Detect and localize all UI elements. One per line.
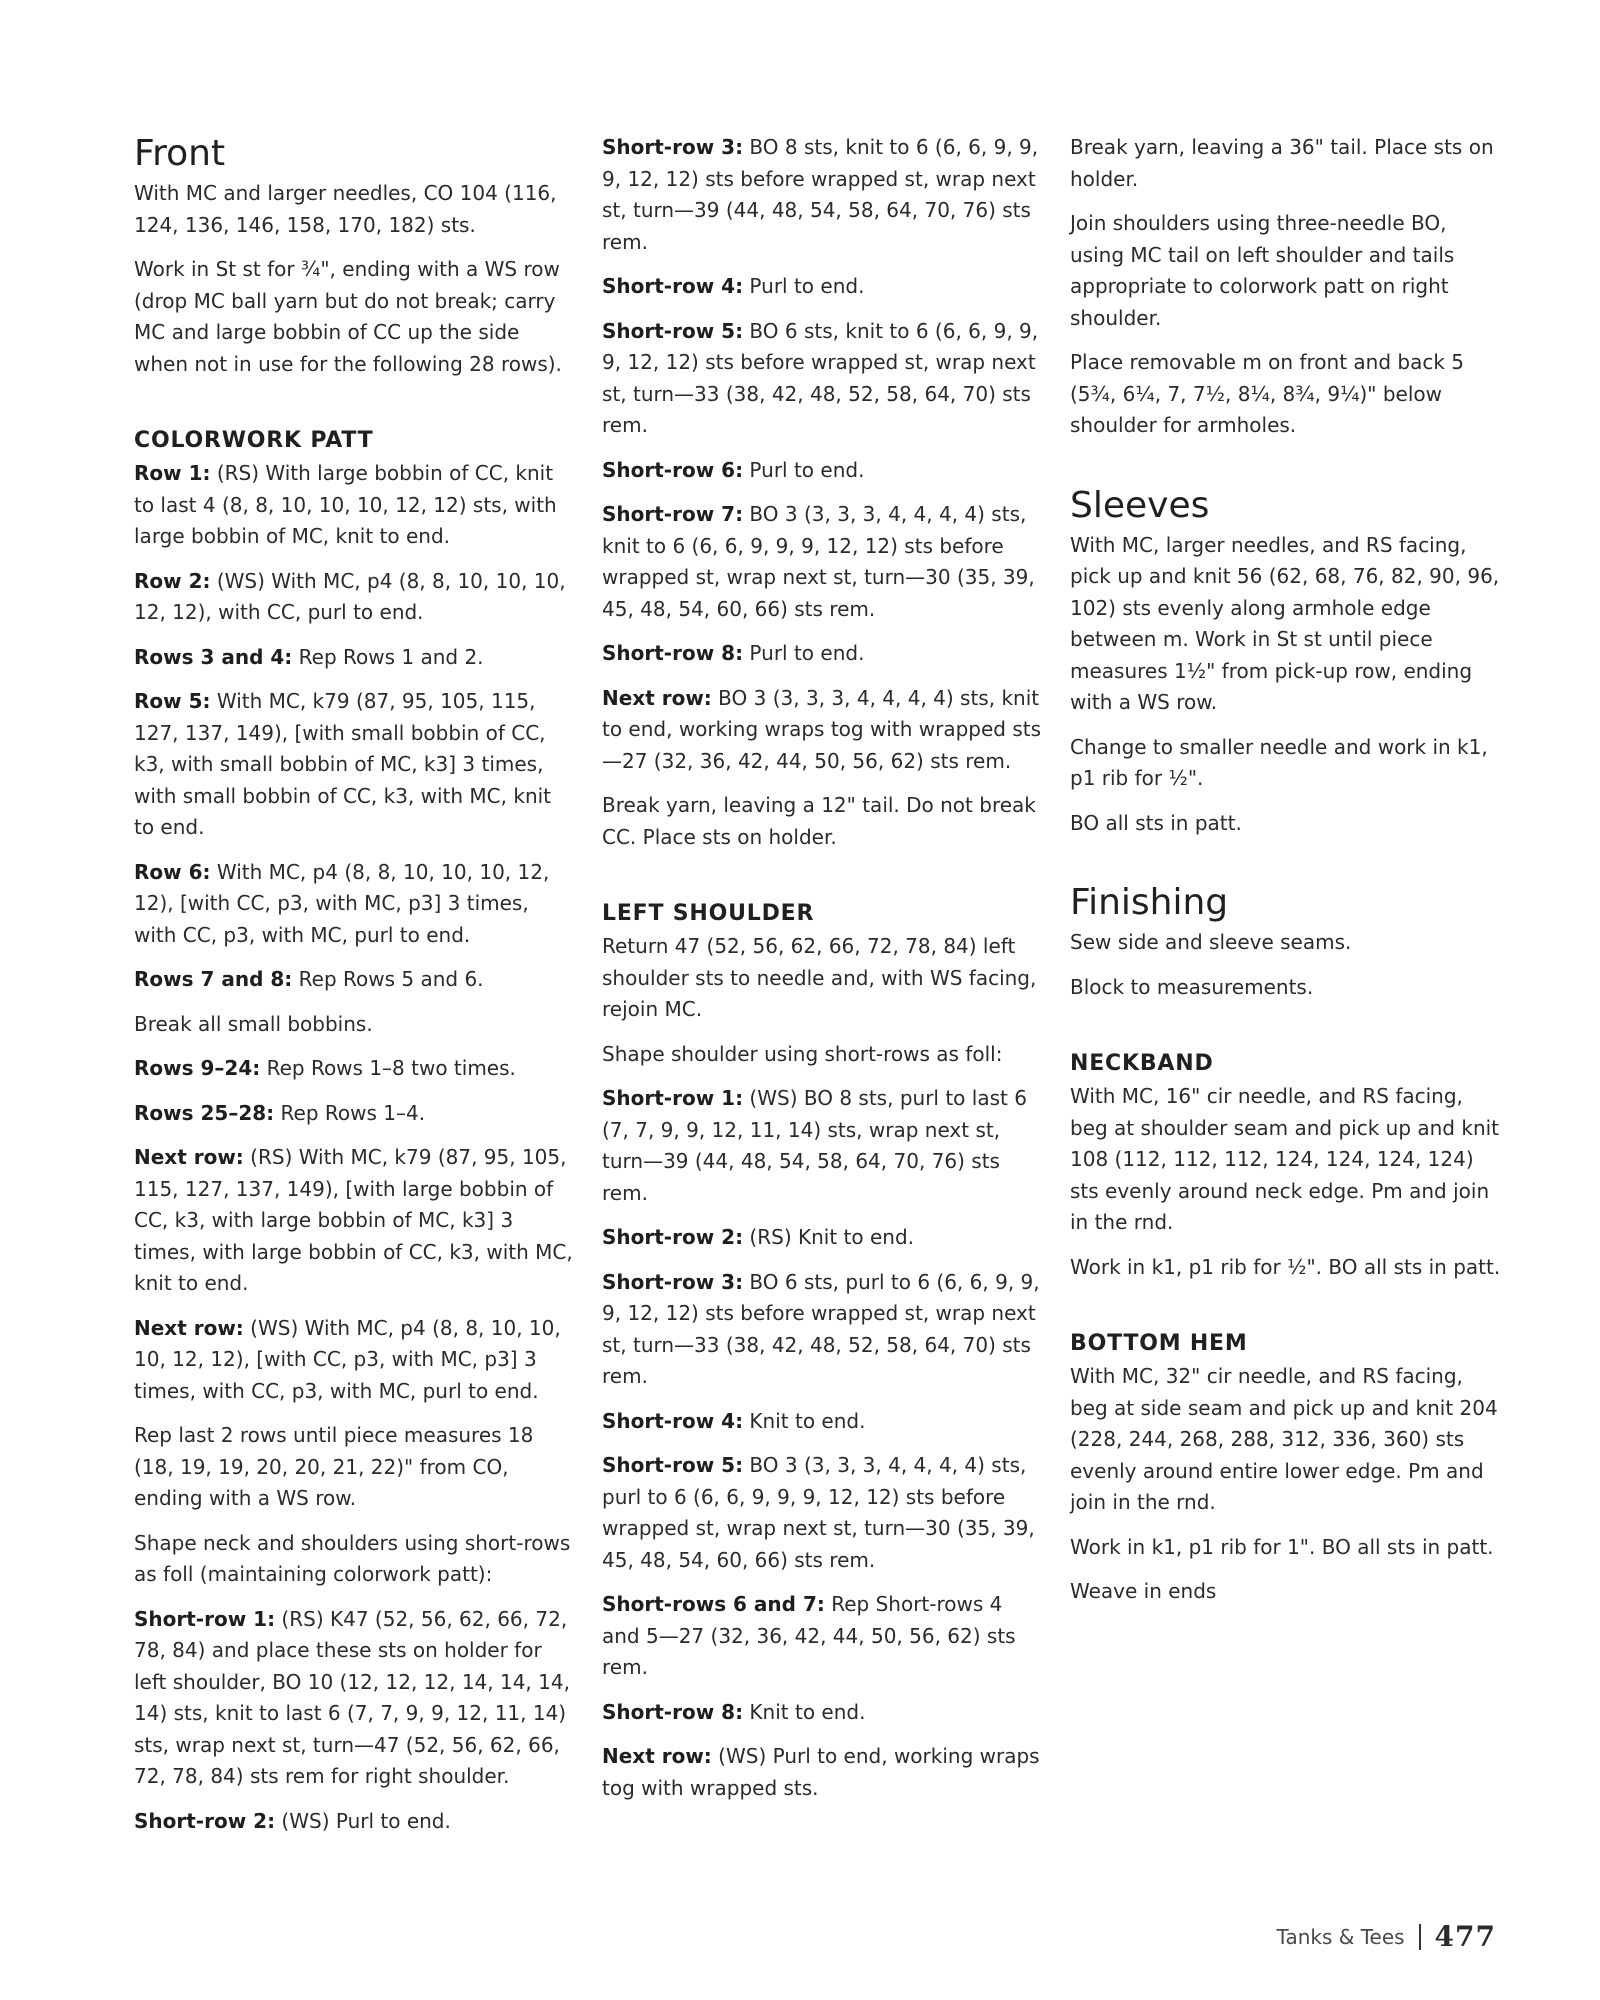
row-text: (WS) Purl to end, working wraps tog with wrapped sts. [602,1744,1040,1800]
column-2 [602,132,1042,1817]
row-label: Next row: [134,1315,244,1340]
row-text: (RS) With MC, k79 (87, 95, 105, 115, 127, 137, 149), [with large bobbin of CC, k3, with large bobbin of MC, k3] 3 times, with large bobbin of CC, k3, with MC, knit to end. [134,1145,573,1295]
instruction-short-row-2 [602,1222,1042,1254]
instruction-short-row-3 [602,1267,1042,1393]
row-text: (WS) With MC, p4 (8, 8, 10, 10, 10, 12, 12), with CC, purl to end. [134,568,566,624]
row-text: BO 3 (3, 3, 3, 4, 4, 4, 4) sts, purl to 6 (6, 6, 9, 9, 9, 12, 12) sts before wrapped st, wrap next st, turn—30 (35, 39, 45, 48, 54, 60, 66) sts rem. [602,1453,1035,1572]
row-label: Short-row 7: [602,502,744,526]
subsection-title-neckband: NECKBAND [1070,1051,1214,1076]
paragraph: Sew side and sleeve seams. [1070,930,1352,954]
row-label: Short-row 6: [602,457,744,482]
row-text: Rep Rows 1–8 two times. [260,1056,516,1080]
row-text: BO 6 sts, purl to 6 (6, 6, 9, 9, 9, 12, 12) sts before wrapped st, wrap next st, turn—33 (38, 42, 48, 52, 58, 64, 70) sts rem. [602,1269,1040,1388]
instruction-next-row-rs [134,1142,574,1300]
row-label: Row 6: [134,859,211,884]
instruction-short-row-5 [602,316,1042,442]
instruction-short-row-5 [602,1450,1042,1576]
subsection-title-bottom-hem: BOTTOM HEM [1070,1331,1248,1356]
row-text: BO 3 (3, 3, 3, 4, 4, 4, 4) sts, knit to 6 (6, 6, 9, 9, 9, 12, 12) sts before wrapped st, wrap next st, turn—30 (35, 39, 45, 48, 54, 60, 66) sts rem. [602,502,1035,621]
paragraph: With MC, 32" cir needle, and RS facing, beg at side seam and pick up and knit 204 (228, 244, 268, 288, 312, 336, 360) sts evenly around entire lower edge. Pm and join in the rnd. [1070,1364,1498,1514]
paragraph: BO all sts in patt. [1070,810,1242,835]
paragraph: Rep last 2 rows until piece measures 18 (18, 19, 19, 20, 20, 21, 22)" from CO, ending with a WS row. [134,1423,534,1510]
page-number: 477 [1434,1920,1496,1953]
paragraph: Work in k1, p1 rib for ½". BO all sts in patt. [1070,1254,1501,1279]
paragraph: Join shoulders using three-needle BO, using MC tail on left shoulder and tails appropriate to colorwork patt on right shoulder. [1070,211,1455,330]
row-label: Row 2: [134,568,211,593]
paragraph: Break yarn, leaving a 12" tail. Do not break CC. Place sts on holder. [602,793,1036,849]
paragraph: Weave in ends [1070,1579,1217,1603]
section-title-finishing: Finishing [1070,882,1229,923]
row-text: BO 8 sts, knit to 6 (6, 6, 9, 9, 9, 12, 12) sts before wrapped st, wrap next st, turn—39 (44, 48, 54, 58, 64, 70, 76) sts rem. [602,135,1039,254]
row-text: Knit to end. [743,1408,866,1433]
row-label: Short-row 2: [134,1808,276,1833]
row-label: Rows 7 and 8: [134,967,293,991]
row-label: Short-row 5: [602,318,744,343]
instruction-short-row-8 [602,1697,1042,1729]
row-label: Next row: [602,1744,712,1768]
row-text: (WS) BO 8 sts, purl to last 6 (7, 7, 9, 9, 12, 11, 14) sts, wrap next st, turn—39 (44, 48, 54, 58, 64, 70, 76) sts rem. [602,1086,1027,1205]
row-text: (RS) Knit to end. [743,1225,915,1249]
instruction-rows-3-4 [134,642,574,674]
subsection-title-colorwork-patt: COLORWORK PATT [134,428,374,453]
row-label: Next row: [602,685,712,710]
paragraph: Shape shoulder using short-rows as foll: [602,1041,1003,1066]
footer-divider [1419,1924,1421,1950]
row-label: Short-row 4: [602,274,744,298]
paragraph: Shape neck and shoulders using short-rows as foll (maintaining colorwork patt): [134,1530,571,1586]
instruction-rows-9-24 [134,1053,574,1085]
instruction-short-row-4 [602,1406,1042,1438]
instruction-next-row-ws [134,1313,574,1408]
row-label: Short-row 2: [602,1225,744,1249]
instruction-short-row-8 [602,638,1042,670]
instruction-short-row-6 [602,455,1042,487]
instruction-short-rows-6-7 [602,1589,1042,1684]
instruction-short-row-1 [602,1083,1042,1209]
row-text: Purl to end. [743,641,865,665]
instruction-next-row [602,1741,1042,1804]
row-text: (WS) Purl to end. [275,1808,451,1833]
instruction-rows-25-28 [134,1098,574,1130]
paragraph: With MC and larger needles, CO 104 (116, 124, 136, 146, 158, 170, 182) sts. [134,181,557,237]
paragraph: With MC, 16" cir needle, and RS facing, beg at shoulder seam and pick up and knit 108 (112, 112, 112, 124, 124, 124, 124) sts evenly around neck edge. Pm and join in the rnd. [1070,1084,1500,1234]
row-label: Short-row 8: [602,1699,744,1724]
instruction-short-row-7 [602,499,1042,625]
row-text: With MC, p4 (8, 8, 10, 10, 10, 12, 12), [with CC, p3, with MC, p3] 3 times, with CC, p3, with MC, purl to end. [134,859,550,947]
row-text: Purl to end. [743,457,865,482]
row-label: Rows 3 and 4: [134,644,293,669]
row-text: (WS) With MC, p4 (8, 8, 10, 10, 10, 12, 12), [with CC, p3, with MC, p3] 3 times, with CC, p3, with MC, purl to end. [134,1315,561,1403]
instruction-next-row [602,683,1042,778]
instruction-short-row-1 [134,1604,574,1793]
row-label: Rows 25–28: [134,1100,275,1125]
column-1 [134,132,574,1850]
instruction-rows-7-8 [134,964,574,996]
row-text: BO 3 (3, 3, 3, 4, 4, 4, 4) sts, knit to end, working wraps tog with wrapped sts—27 (32, 36, 42, 44, 50, 56, 62) sts rem. [602,685,1042,773]
row-text: (RS) With large bobbin of CC, knit to last 4 (8, 8, 10, 10, 10, 12, 12) sts, with large bobbin of MC, knit to end. [134,461,557,548]
row-text: Purl to end. [743,274,865,298]
row-text: (RS) K47 (52, 56, 62, 66, 72, 78, 84) and place these sts on holder for left shoulder, BO 10 (12, 12, 12, 14, 14, 14, 14) sts, knit to last 6 (7, 7, 9, 9, 12, 11, 14) sts, wrap next st, turn—47 (52, 56, 62, 66, 72, 78, 84) sts rem for right shoulder. [134,1606,570,1788]
paragraph: Return 47 (52, 56, 62, 66, 72, 78, 84) left shoulder sts to needle and, with WS facing, rejoin MC. [602,934,1037,1021]
row-label: Row 1: [134,461,211,485]
paragraph: With MC, larger needles, and RS facing, pick up and knit 56 (62, 68, 76, 82, 90, 96, 102) sts evenly along armhole edge between m. Work in St st until piece measures 1½" from pick-up row, ending with a WS row. [1070,532,1500,714]
paragraph: Change to smaller needle and work in k1, p1 rib for ½". [1070,734,1488,790]
row-text: BO 6 sts, knit to 6 (6, 6, 9, 9, 9, 12, 12) sts before wrapped st, wrap next st, turn—33 (38, 42, 48, 52, 58, 64, 70) sts rem. [602,318,1039,437]
row-label: Rows 9–24: [134,1056,261,1080]
subsection-title-left-shoulder: LEFT SHOULDER [602,901,815,926]
row-text: Rep Short-rows 4 and 5—27 (32, 36, 42, 44, 50, 56, 62) sts rem. [602,1592,1016,1679]
row-text: With MC, k79 (87, 95, 105, 115, 127, 137, 149), [with small bobbin of CC, k3, with small bobbin of MC, k3] 3 times, with small bobbin of CC, k3, with MC, knit to end. [134,689,552,839]
row-label: Short-row 4: [602,1408,744,1433]
instruction-row-6 [134,857,574,952]
instruction-short-row-3 [602,132,1042,258]
row-label: Short-row 3: [602,1269,744,1294]
row-text: Knit to end. [743,1699,866,1724]
paragraph: Break all small bobbins. [134,1011,373,1036]
instruction-short-row-2 [134,1806,574,1838]
section-title-front: Front [134,133,226,174]
row-text: Rep Rows 1–4. [274,1100,426,1125]
footer-section-name: Tanks & Tees [1276,1924,1405,1949]
row-label: Short-row 8: [602,641,744,665]
row-label: Short-row 1: [602,1086,744,1110]
row-label: Next row: [134,1145,244,1169]
row-label: Row 5: [134,689,211,713]
instruction-row-5 [134,686,574,844]
page-footer [1277,1920,1496,1953]
section-title-sleeves: Sleeves [1070,484,1210,526]
instruction-row-2 [134,566,574,629]
column-3 [1070,132,1506,1621]
instruction-short-row-4 [602,271,1042,303]
row-text: Rep Rows 5 and 6. [292,967,484,991]
paragraph: Work in St st for ¾", ending with a WS row (drop MC ball yarn but do not break; carry MC and large bobbin of CC up the side when not in use for the following 28 rows). [134,257,562,376]
paragraph: Place removable m on front and back 5 (5¾, 6¼, 7, 7½, 8¼, 8¾, 9¼)" below shoulder for armholes. [1070,350,1464,437]
paragraph: Block to measurements. [1070,974,1314,999]
row-label: Short-row 3: [602,135,744,159]
paragraph: Work in k1, p1 rib for 1". BO all sts in patt. [1070,1534,1494,1559]
row-text: Rep Rows 1 and 2. [292,644,484,669]
instruction-row-1 [134,458,574,553]
row-label: Short-row 5: [602,1453,744,1477]
row-label: Short-rows 6 and 7: [602,1592,825,1616]
row-label: Short-row 1: [134,1606,276,1631]
paragraph: Break yarn, leaving a 36" tail. Place sts on holder. [1070,135,1494,191]
